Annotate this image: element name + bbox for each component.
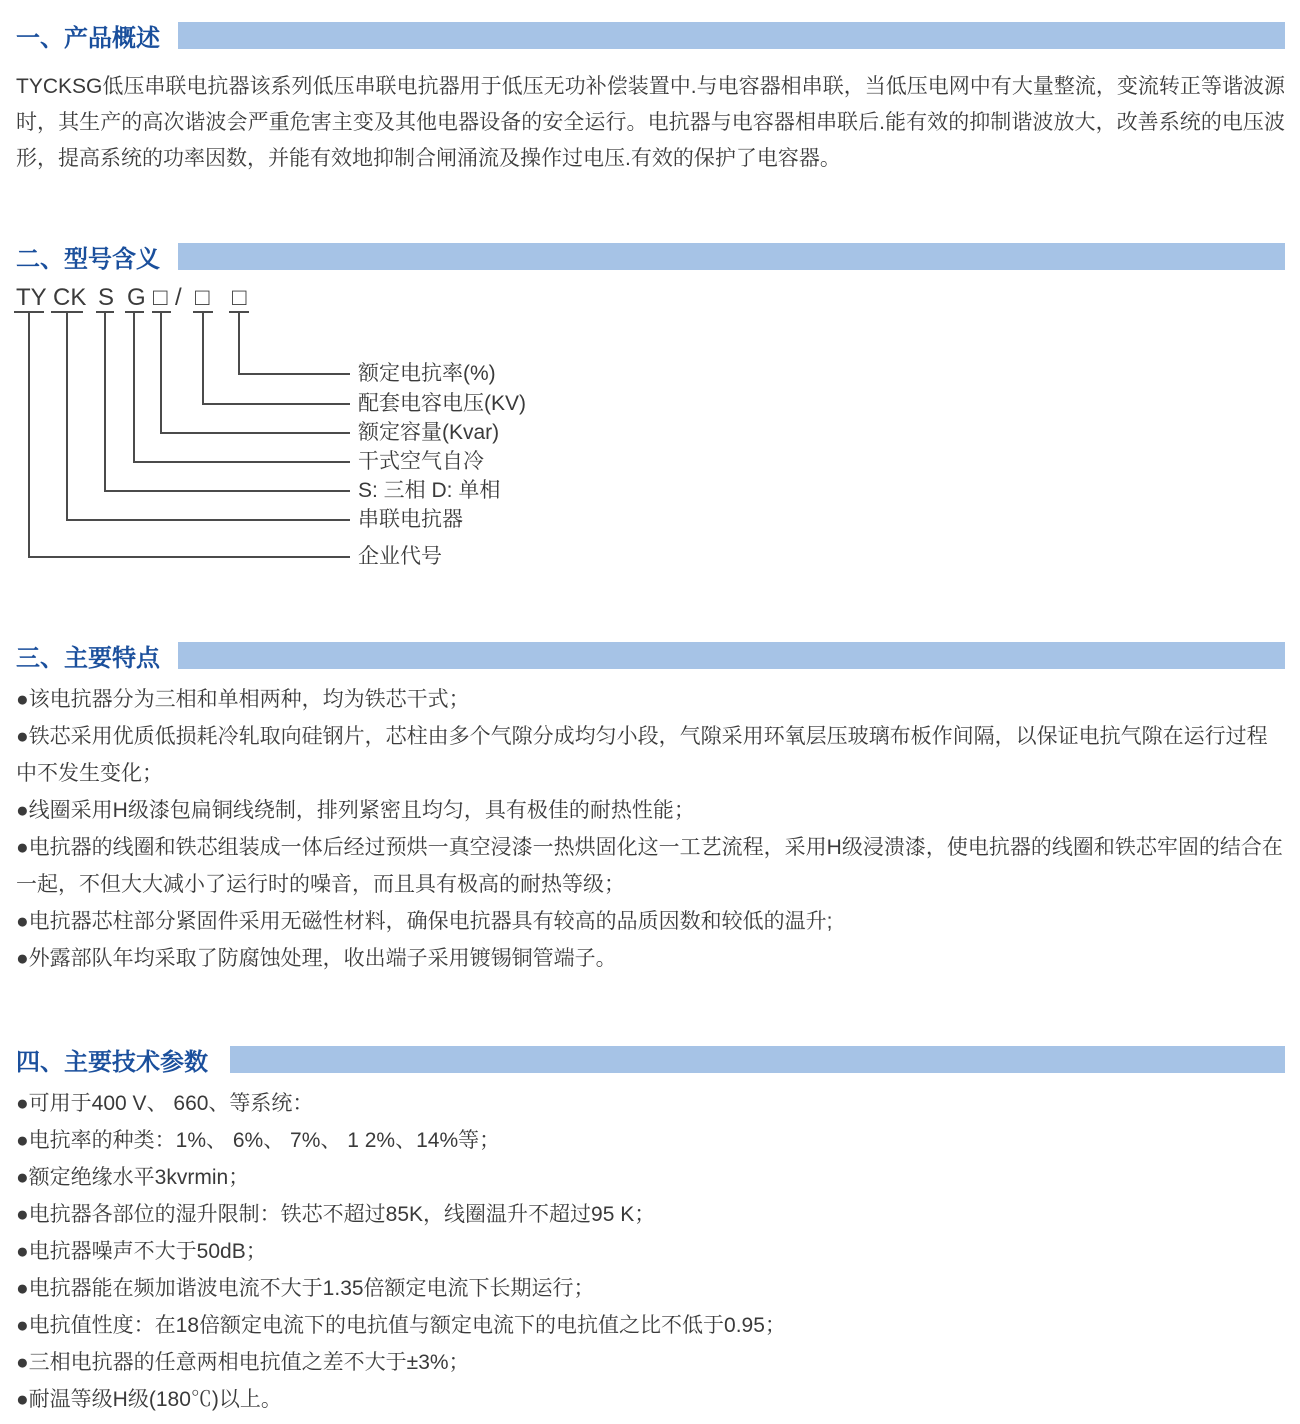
diagram-connector-line xyxy=(238,373,350,375)
list-item: ●三相电抗器的任意两相电抗值之差不大于±3%； xyxy=(16,1351,470,1374)
diagram-label: 额定电抗率(%) xyxy=(358,362,496,385)
model-token: / xyxy=(175,284,182,311)
model-token: S xyxy=(98,284,115,311)
diagram-label: 企业代号 xyxy=(358,545,442,568)
section-features-header xyxy=(16,642,1285,672)
model-token: □ xyxy=(195,284,210,311)
overview-paragraph: TYCKSG低压串联电抗器该系列低压串联电抗器用于低压无功补偿装置中.与电容器相串联，当低压电网中有大量整流，变流转正等谐波源时，其生产的高次谐波会严重危害主变及其他电器设备的安全运行。电抗器与电容器相串联后.能有效的抑制谐波放大，改善系统的电压波形，提高系统的功率因数，并能有效地抑制合闸涌流及操作过电压.有效的保护了电容器。 xyxy=(16,75,1285,170)
diagram-stem-line xyxy=(133,311,135,463)
diagram-label: 干式空气自冷 xyxy=(358,450,484,473)
section-header-bar xyxy=(178,642,1285,669)
list-item: ●额定绝缘水平3kvrmin； xyxy=(16,1166,250,1189)
model-token: CK xyxy=(53,284,87,311)
diagram-stem-line xyxy=(238,311,240,375)
diagram-stem-line xyxy=(202,311,204,405)
diagram-stem-line xyxy=(28,311,30,558)
model-token: □ xyxy=(153,284,168,311)
diagram-connector-line xyxy=(66,519,350,521)
params-list xyxy=(16,1085,1285,1418)
model-diagram xyxy=(0,285,1300,570)
section-header-bar xyxy=(178,243,1285,270)
section-params-header xyxy=(16,1046,1285,1076)
diagram-connector-line xyxy=(104,490,350,492)
features-list xyxy=(16,681,1285,977)
list-item: ●可用于400 V、 660、等系统： xyxy=(16,1092,314,1115)
diagram-connector-line xyxy=(160,432,350,434)
list-item: ●电抗器能在频加谐波电流不大于1.35倍额定电流下长期运行； xyxy=(16,1277,595,1300)
section-overview-title: 一、产品概述 xyxy=(16,25,160,52)
list-item: ●电抗率的种类：1%、 6%、 7%、 1 2%、14%等； xyxy=(16,1129,501,1152)
list-item: ●电抗器芯柱部分紧固件采用无磁性材料，确保电抗器具有较高的品质因数和较低的温升; xyxy=(16,910,833,933)
diagram-stem-line xyxy=(160,311,162,434)
list-item: ●铁芯采用优质低损耗冷轧取向硅钢片，芯柱由多个气隙分成均匀小段，气隙采用环氧层压玻璃布板作间隔，以保证电抗气隙在运行过程中不发生变化； xyxy=(16,725,1268,785)
model-token: G xyxy=(127,284,146,311)
section-model-title: 二、型号含义 xyxy=(16,246,160,273)
diagram-label: 配套电容电压(KV) xyxy=(358,392,526,415)
model-token: □ xyxy=(232,284,247,311)
section-header-bar xyxy=(230,1046,1285,1073)
diagram-stem-line xyxy=(66,311,68,521)
list-item: ●该电抗器分为三相和单相两种，均为铁芯干式； xyxy=(16,688,470,711)
section-model-header xyxy=(16,243,1285,273)
diagram-label: 串联电抗器 xyxy=(358,508,463,531)
diagram-connector-line xyxy=(202,403,350,405)
list-item: ●外露部队年均采取了防腐蚀处理，收出端子采用镀锡铜管端子。 xyxy=(16,947,617,970)
list-item: ●电抗值性度：在18倍额定电流下的电抗值与额定电流下的电抗值之比不低于0.95； xyxy=(16,1314,786,1337)
diagram-label: S: 三相 D: 单相 xyxy=(358,479,501,502)
list-item: ●电抗器各部位的湿升限制：铁芯不超过85K，线圈温升不超过95 K； xyxy=(16,1203,656,1226)
diagram-connector-line xyxy=(28,556,350,558)
section-header-bar xyxy=(178,22,1285,49)
list-item: ●电抗器的线圈和铁芯组装成一体后经过预烘一真空浸漆一热烘固化这一工艺流程，采用H级浸溃漆，使电抗器的线圈和铁芯牢固的结合在一起，不但大大减小了运行时的噪音，而且具有极高的耐热等级； xyxy=(16,836,1283,896)
list-item: ●耐温等级H级(180℃)以上。 xyxy=(16,1388,282,1411)
section-params-title: 四、主要技术参数 xyxy=(16,1049,208,1076)
diagram-connector-line xyxy=(133,461,350,463)
list-item: ●电抗器噪声不大于50dB； xyxy=(16,1240,267,1263)
section-overview-header xyxy=(16,22,1285,52)
list-item: ●线圈采用H级漆包扁铜线绕制，排列紧密且均匀，具有极佳的耐热性能； xyxy=(16,799,695,822)
section-features-title: 三、主要特点 xyxy=(16,645,160,672)
diagram-label: 额定容量(Kvar) xyxy=(358,421,500,444)
diagram-stem-line xyxy=(104,311,106,492)
model-token: TY xyxy=(16,284,47,311)
